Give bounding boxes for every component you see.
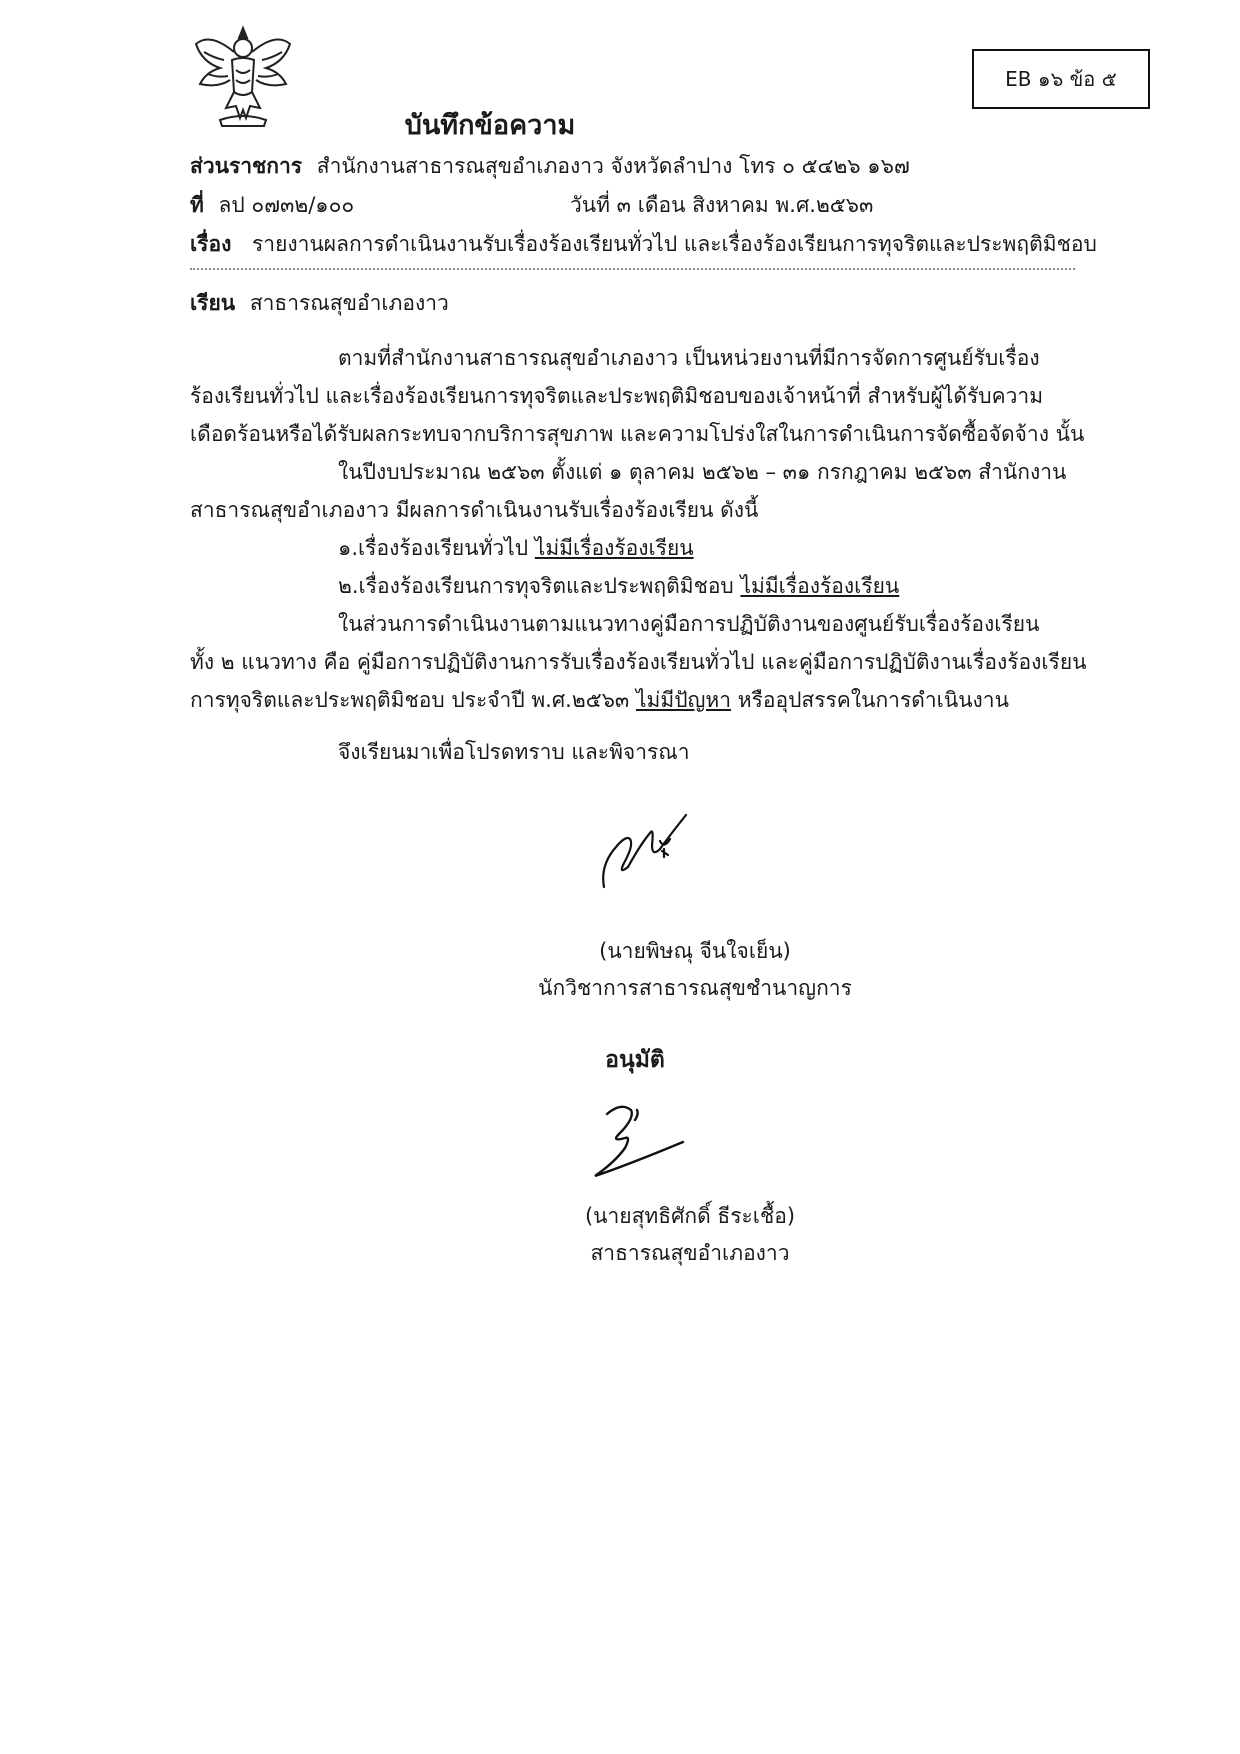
signer-position: นักวิชาการสาธารณสุขชำนาญการ — [538, 976, 852, 1000]
signature-1-icon — [590, 805, 700, 895]
to-label: เรียน — [190, 291, 236, 315]
item2-text: ๒.เรื่องร้องเรียนการทุจริตและประพฤติมิชอบ — [338, 574, 741, 598]
to-line — [190, 287, 449, 320]
agency-label: ส่วนราชการ — [190, 154, 303, 178]
para3-line3 — [190, 684, 1009, 717]
subject-value: รายงานผลการดำเนินงานรับเรื่องร้องเรียนทั่วไป และเรื่องร้องเรียนการทุจริตและประพฤติมิชอบ — [252, 232, 1097, 256]
item2-result: ไม่มีเรื่องร้องเรียน — [740, 574, 900, 598]
para1-line3: เดือดร้อนหรือได้รับผลกระทบจากบริการสุขภาพ และความโปร่งใสในการดำเนินการจัดซื้อจัดจ้าง นั้น — [190, 422, 1085, 446]
item2 — [338, 570, 899, 603]
approver-name: (นายสุทธิศักดิ์ ธีระเชื้อ) — [584, 1204, 796, 1228]
para1-line2: ร้องเรียนทั่วไป และเรื่องร้องเรียนการทุจริตและประพฤติมิชอบของเจ้าหน้าที่ สำหรับผู้ได้รับความ — [190, 384, 1044, 408]
item1-text: ๑.เรื่องร้องเรียนทั่วไป — [338, 536, 535, 560]
reference-code-box — [972, 49, 1150, 109]
header-divider — [190, 268, 1075, 270]
to-value: สาธารณสุขอำเภองาว — [249, 291, 449, 315]
document-title: บันทึกข้อความ — [404, 110, 576, 141]
item1 — [338, 532, 694, 565]
para2-line2: สาธารณสุขอำเภองาว มีผลการดำเนินงานรับเรื่องร้องเรียน ดังนี้ — [190, 498, 759, 522]
number-label: ที่ — [190, 193, 204, 217]
date-value: วันที่ ๓ เดือน สิงหาคม พ.ศ.๒๕๖๓ — [570, 193, 874, 217]
approval-label: อนุมัติ — [605, 1047, 665, 1073]
reference-code: EB ๑๖ ข้อ ๕ — [1005, 67, 1117, 91]
agency-value: สำนักงานสาธารณสุขอำเภองาว จังหวัดลำปาง โทร ๐ ๕๔๒๖ ๑๖๗ — [316, 154, 910, 178]
para3-line2: ทั้ง ๒ แนวทาง คือ คู่มือการปฏิบัติงานการรับเรื่องร้องเรียนทั่วไป และคู่มือการปฏิบัติงานเรื่องร้องเรียน — [190, 650, 1087, 674]
para1-line1: ตามที่สำนักงานสาธารณสุขอำเภองาว เป็นหน่วยงานที่มีการจัดการศูนย์รับเรื่อง — [338, 346, 1040, 370]
approver-position: สาธารณสุขอำเภองาว — [590, 1241, 790, 1265]
number-value: ลป ๐๗๓๒/๑๐๐ — [218, 193, 355, 217]
para3-line1: ในส่วนการดำเนินงานตามแนวทางคู่มือการปฏิบัติงานของศูนย์รับเรื่องร้องเรียน — [338, 612, 1040, 636]
number-line — [190, 189, 354, 222]
para3-no-problem: ไม่มีปัญหา — [635, 688, 732, 712]
item1-result: ไม่มีเรื่องร้องเรียน — [534, 536, 694, 560]
para3-line3-c: หรืออุปสรรคในการดำเนินงาน — [731, 688, 1009, 712]
subject-label: เรื่อง — [190, 232, 232, 256]
para3-line3-a: การทุจริตและประพฤติมิชอบ ประจำปี พ.ศ.๒๕๖๓ — [190, 688, 636, 712]
closing-line: จึงเรียนมาเพื่อโปรดทราบ และพิจารณา — [338, 740, 690, 764]
signer-name: (นายพิษณุ จีนใจเย็น) — [599, 939, 791, 963]
agency-line — [190, 150, 910, 183]
subject-line — [190, 228, 1097, 261]
signature-2-icon — [585, 1100, 695, 1182]
para2-line1: ในปีงบประมาณ ๒๕๖๓ ตั้งแต่ ๑ ตุลาคม ๒๕๖๒ – ๓๑ กรกฎาคม ๒๕๖๓ สำนักงาน — [338, 460, 1067, 484]
